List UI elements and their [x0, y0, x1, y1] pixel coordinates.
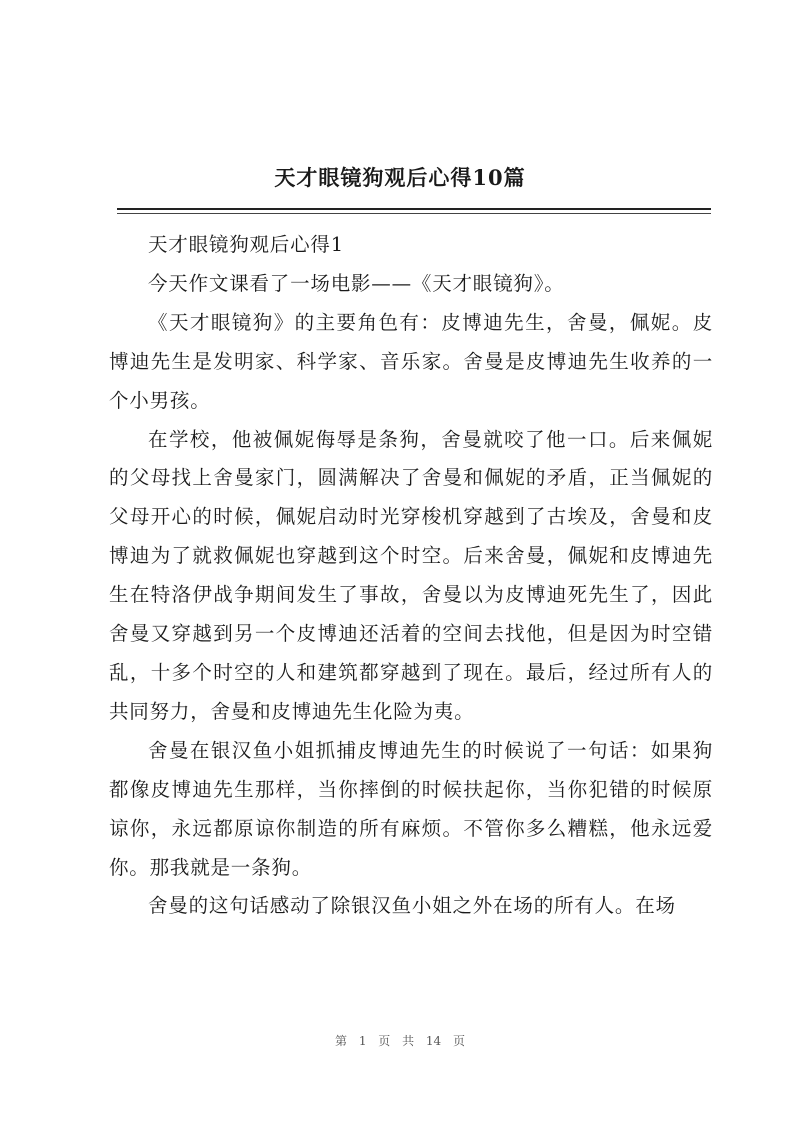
title-divider-thin	[117, 213, 711, 214]
section-heading: 天才眼镜狗观后心得1	[148, 233, 344, 256]
paragraph: 舍曼的这句话感动了除银汉鱼小姐之外在场的所有人。在场	[148, 894, 676, 918]
document-body	[109, 226, 713, 926]
page-number-footer: 第 1 页 共 14 页	[335, 1034, 465, 1048]
document-title: 天才眼镜狗观后心得10篇	[274, 165, 526, 190]
paragraph: 《天才眼镜狗》的主要角色有：皮博迪先生，舍曼，佩妮。皮博迪先生是发明家、科学家、音乐家。舍曼是皮博迪先生收养的一个小男孩。	[109, 310, 713, 412]
paragraph: 舍曼在银汉鱼小姐抓捕皮博迪先生的时候说了一句话：如果狗都像皮博迪先生那样，当你摔倒的时候扶起你，当你犯错的时候原谅你，永远都原谅你制造的所有麻烦。不管你多么糟糕，他永远爱你。那我就是一条狗。	[109, 738, 713, 879]
paragraph: 今天作文课看了一场电影——《天才眼镜狗》。	[148, 271, 565, 295]
paragraph: 在学校，他被佩妮侮辱是条狗，舍曼就咬了他一口。后来佩妮的父母找上舍曼家门，圆满解决了舍曼和佩妮的矛盾，正当佩妮的父母开心的时候，佩妮启动时光穿梭机穿越到了古埃及，舍曼和皮博迪为了就救佩妮也穿越到这个时空。后来舍曼，佩妮和皮博迪先生在特洛伊战争期间发生了事故，舍曼以为皮博迪死先生了，因此舍曼又穿越到另一个皮博迪还活着的空间去找他，但是因为时空错乱，十多个时空的人和建筑都穿越到了现在。最后，经过所有人的共同努力，舍曼和皮博迪先生化险为夷。	[109, 427, 713, 723]
title-divider	[117, 208, 711, 210]
